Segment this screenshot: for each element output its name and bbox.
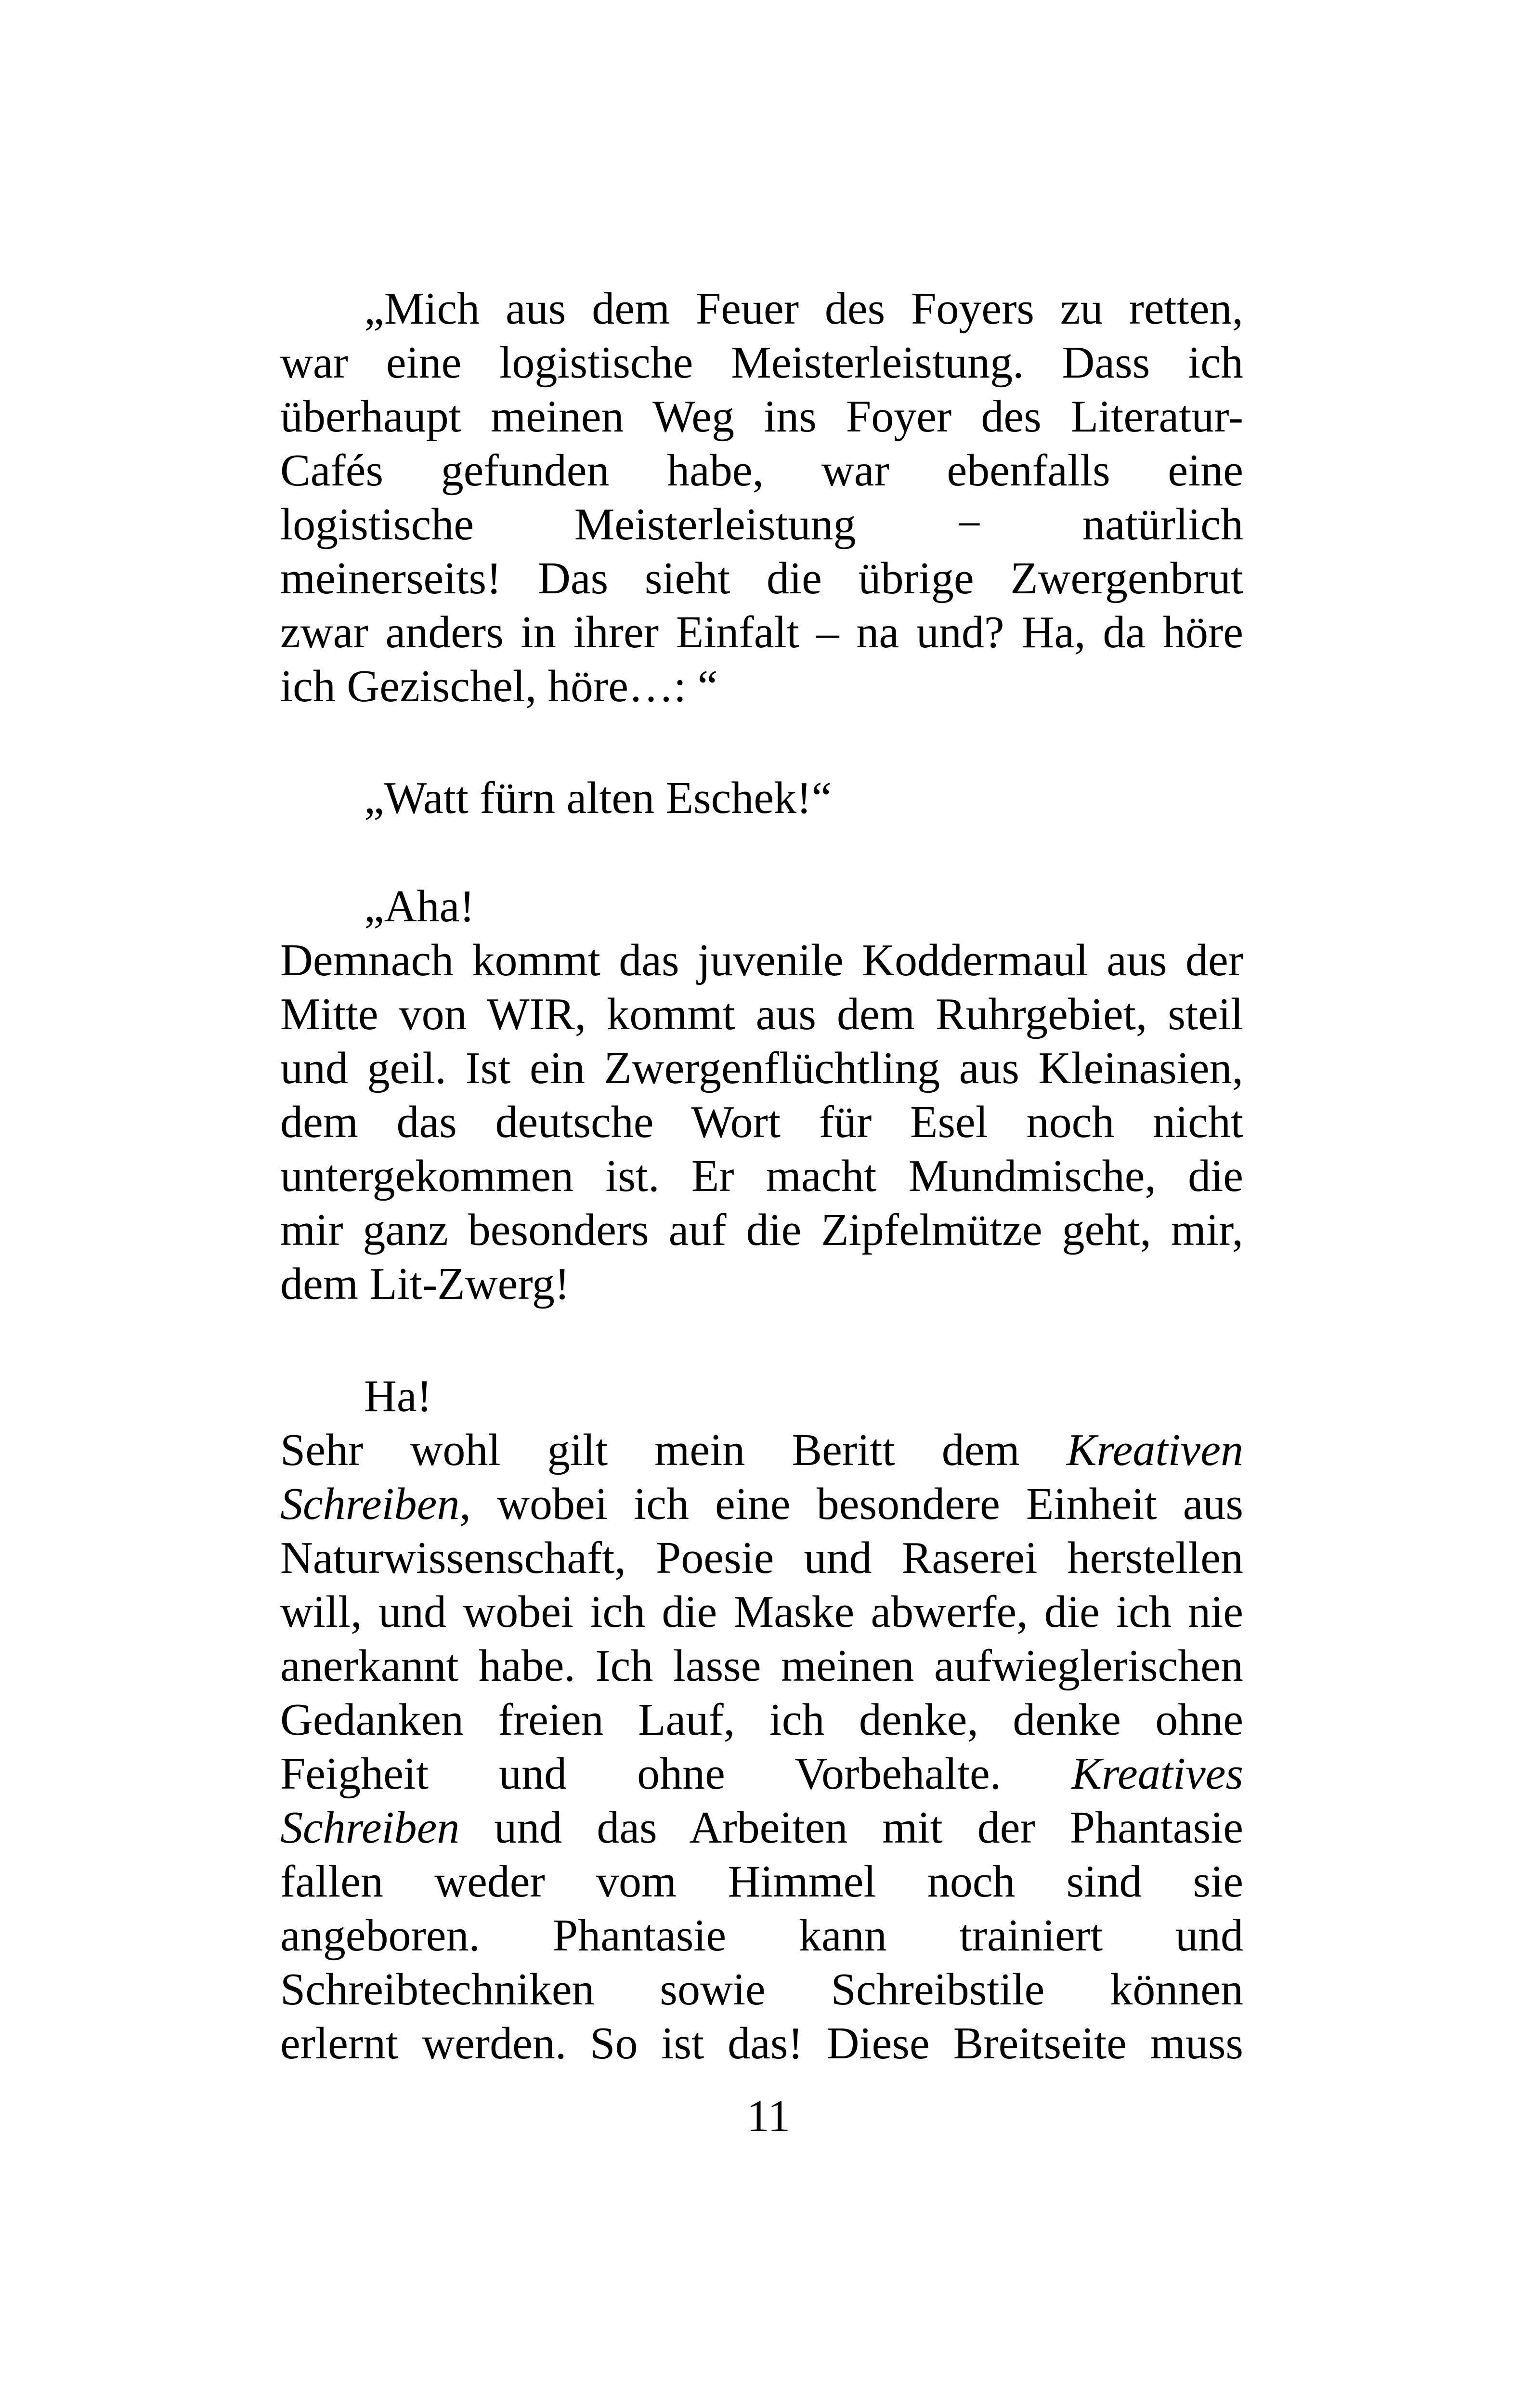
text-line: anerkannt habe. Ich lasse meinen aufwieglerischen bbox=[280, 1641, 1243, 1691]
text-line: dem Lit-Zwerg! bbox=[280, 1259, 570, 1309]
text-span: , wobei ich eine besondere Einheit aus bbox=[459, 1479, 1243, 1529]
text-line: Mitte von WIR, kommt aus dem Ruhrgebiet, steil bbox=[280, 989, 1243, 1039]
text-line: will, und wobei ich die Maske abwerfe, die ich nie bbox=[280, 1587, 1243, 1637]
text-span: Sehr wohl gilt mein Beritt dem bbox=[280, 1425, 1067, 1475]
text-line: angeboren. Phantasie kann trainiert und bbox=[280, 1911, 1243, 1961]
text-line: untergekommen ist. Er macht Mundmische, die bbox=[280, 1151, 1243, 1201]
text-span: Feigheit und ohne Vorbehalte. bbox=[280, 1749, 1072, 1799]
paragraph-1 bbox=[280, 282, 1243, 713]
italic-term: Kreatives bbox=[1071, 1749, 1243, 1799]
page-number: 11 bbox=[746, 2091, 791, 2141]
text-line bbox=[280, 1801, 1243, 1855]
text-line: Gedanken freien Lauf, ich denke, denke ohne bbox=[280, 1695, 1243, 1745]
text-line: erlernt werden. So ist das! Diese Breitseite muss bbox=[280, 2018, 1243, 2068]
text-line: Ha! bbox=[364, 1371, 432, 1421]
text-line: war eine logistische Meisterleistung. Dass ich bbox=[280, 338, 1243, 388]
text-span: und das Arbeiten mit der Phantasie bbox=[459, 1803, 1243, 1853]
text-line: und geil. Ist ein Zwergenflüchtling aus Kleinasien, bbox=[280, 1043, 1243, 1093]
text-line: „Watt fürn alten Eschek!“ bbox=[364, 773, 832, 823]
text-line: fallen weder vom Himmel noch sind sie bbox=[280, 1857, 1243, 1907]
text-line bbox=[280, 1477, 1243, 1531]
text-line: zwar anders in ihrer Einfalt – na und? Ha, da höre bbox=[280, 607, 1243, 657]
text-line: Naturwissenschaft, Poesie und Raserei herstellen bbox=[280, 1533, 1243, 1583]
text-line bbox=[280, 1747, 1243, 1801]
text-line: „Mich aus dem Feuer des Foyers zu retten, bbox=[364, 284, 1243, 334]
text-line: Demnach kommt das juvenile Koddermaul aus der bbox=[280, 935, 1243, 985]
text-line: Schreibtechniken sowie Schreibstile können bbox=[280, 1964, 1243, 2015]
text-line: Cafés gefunden habe, war ebenfalls eine bbox=[280, 445, 1243, 496]
paragraph-2 bbox=[280, 771, 1243, 825]
paragraph-3 bbox=[280, 879, 1243, 1311]
text-line bbox=[280, 1423, 1243, 1477]
italic-term: Schreiben bbox=[280, 1479, 460, 1529]
text-line: mir ganz besonders auf die Zipfelmütze geht, mir, bbox=[280, 1205, 1243, 1255]
italic-term: Schreiben bbox=[280, 1803, 460, 1853]
text-line: ich Gezischel, höre…: “ bbox=[280, 661, 718, 711]
text-line: dem das deutsche Wort für Esel noch nicht bbox=[280, 1097, 1243, 1147]
text-line: überhaupt meinen Weg ins Foyer des Literatur- bbox=[280, 392, 1243, 442]
text-line: logistische Meisterleistung − natürlich bbox=[280, 499, 1243, 550]
text-line: „Aha! bbox=[364, 881, 475, 931]
text-line: meinerseits! Das sieht die übrige Zwergenbrut bbox=[280, 553, 1243, 603]
italic-term: Kreativen bbox=[1066, 1425, 1243, 1475]
paragraph-4 bbox=[280, 1369, 1243, 2070]
